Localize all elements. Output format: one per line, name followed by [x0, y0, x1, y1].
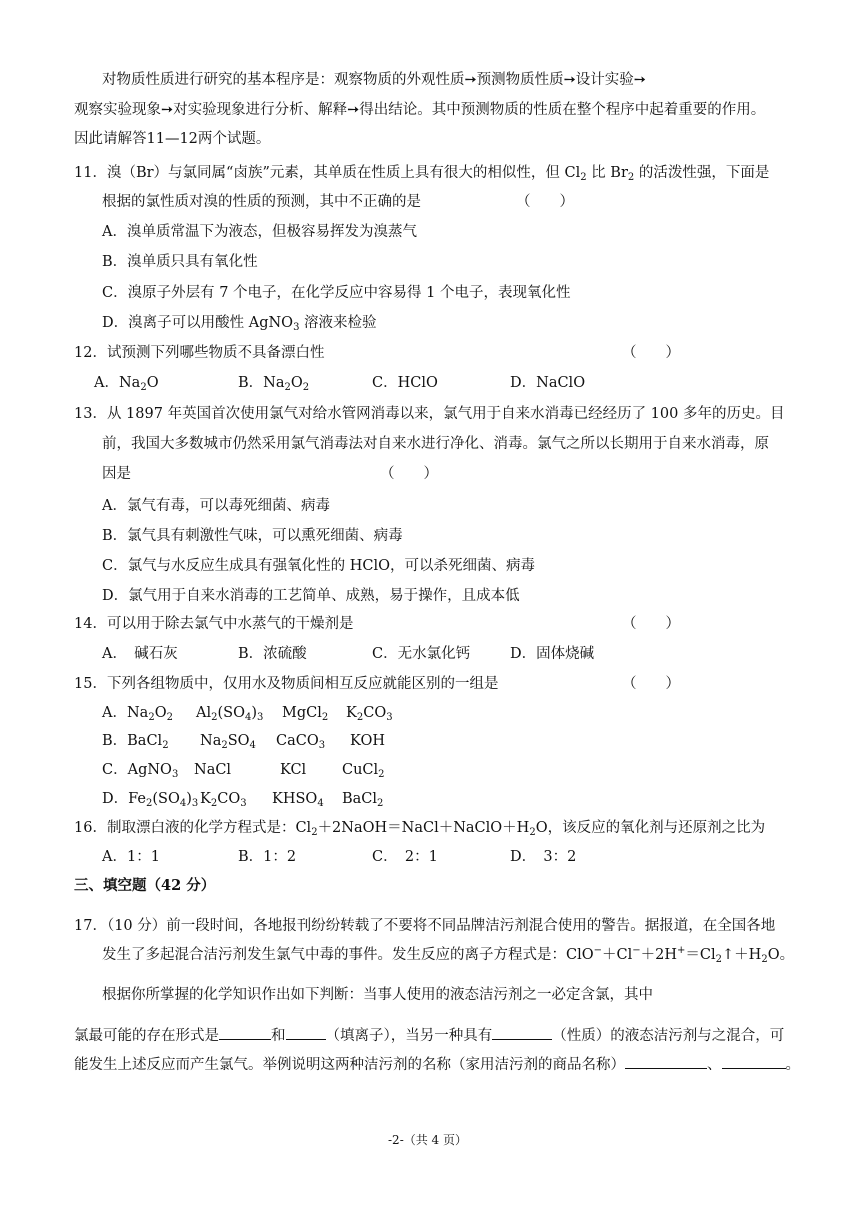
q16-option-d: D． 3：2 — [510, 849, 577, 865]
q11-option-d: D．溴离子可以用酸性 AgNO$_3$ 溶液来检验 — [102, 315, 377, 333]
q15-option-c-3: KCl — [280, 762, 307, 778]
q15-option-a-3: MgCl$_2$ — [282, 705, 329, 723]
q15-option-c: C．AgNO$_3$ — [102, 762, 179, 780]
q15-option-d-2: $K_2CO_3$ — [200, 791, 247, 809]
q14-stem: 14．可以用于除去氯气中水蒸气的干燥剂是 — [74, 616, 354, 632]
q11-stem-line-2: 根据的氯性质对溴的性质的预测，其中不正确的是 — [102, 194, 421, 210]
q15-option-a-2: $Al_2(SO_4)_3$ — [196, 705, 264, 723]
q15-answer-paren: （ ） — [622, 676, 680, 692]
q17-line-2: 发生了多起混合洁污剂发生氯气中毒的事件。发生反应的离子方程式是：$ClO^-+Cl^-+2H^+=Cl_2↑+H_2O$。 — [102, 945, 795, 965]
q15-option-c-4: CuCl$_2$ — [342, 762, 385, 780]
q12-option-c: C．HClO — [372, 375, 438, 391]
q13-stem-line-3: 因是 — [102, 466, 131, 482]
q13-option-c: C．氯气与水反应生成具有强氧化性的 HClO，可以杀死细菌、病毒 — [102, 558, 535, 574]
q12-option-b: B．$Na_2O_2$ — [238, 375, 310, 393]
q12-option-d: D．NaClO — [510, 375, 586, 391]
q15-option-d-4: BaCl$_2$ — [342, 791, 384, 809]
q12-stem: 12．试预测下列哪些物质不具备漂白性 — [74, 345, 325, 361]
q16-option-a: A．1：1 — [102, 849, 160, 865]
q13-stem-line-2: 前，我国大多数城市仍然采用氯气消毒法对自来水进行净化、消毒。氯气之所以长期用于自来水消毒，原 — [102, 436, 769, 452]
q14-option-d: D．固体烧碱 — [510, 646, 595, 662]
q11-stem-line-1: 11．溴（Br）与氯同属“卤族”元素，其单质在性质上具有很大的相似性，但 $Cl_2$ 比 $Br_2$ 的活泼性强，下面是 — [74, 165, 770, 183]
q11-option-b: B．溴单质只具有氧化性 — [102, 254, 258, 270]
q14-answer-paren: （ ） — [622, 616, 680, 632]
q15-option-a: A．$Na_2O_2$ — [102, 705, 173, 723]
blank-cleaner-1[interactable] — [625, 1054, 707, 1069]
q13-option-b: B．氯气具有刺激性气味，可以熏死细菌、病毒 — [102, 528, 403, 544]
intro-line-3: 因此请解答11—12两个试题。 — [74, 131, 271, 147]
q12-answer-paren: （ ） — [622, 345, 680, 361]
section-heading: 三、填空题（42 分） — [74, 877, 216, 894]
intro-line-2: 观察实验现象➙对实验现象进行分析、解释➙得出结论。其中预测物质的性质在整个程序中起着重要的作用。 — [74, 102, 766, 118]
q15-option-a-4: $K_2CO_3$ — [346, 705, 393, 723]
q12-option-a: A．$Na_2O$ — [94, 375, 159, 393]
q15-option-c-2: NaCl — [194, 762, 232, 778]
q11-option-c: C．溴原子外层有 7 个电子，在化学反应中容易得 1 个电子，表现氧化性 — [102, 285, 571, 301]
blank-ion-2[interactable] — [286, 1025, 326, 1040]
q13-option-d: D．氯气用于自来水消毒的工艺简单、成熟，易于操作，且成本低 — [102, 588, 520, 604]
q13-answer-paren: （ ） — [380, 466, 438, 482]
q15-option-b: B．BaCl$_2$ — [102, 733, 169, 751]
q14-option-a: A． 碱石灰 — [102, 646, 178, 662]
q15-option-b-3: CaCO$_3$ — [276, 733, 326, 751]
q15-option-b-2: $Na_2SO_4$ — [200, 733, 256, 751]
q15-stem: 15．下列各组物质中，仅用水及物质间相互反应就能区别的一组是 — [74, 676, 499, 692]
q11-answer-paren: （ ） — [516, 194, 574, 210]
q11-option-a: A．溴单质常温下为液态，但极容易挥发为溴蒸气 — [102, 224, 417, 240]
q17-line-1: 17．（10 分）前一段时间，各地报刊纷纷转载了不要将不同品牌洁污剂混合使用的警告。据报道，在全国各地 — [74, 918, 776, 934]
q14-option-b: B．浓硫酸 — [238, 646, 307, 662]
q16-stem: 16．制取漂白液的化学方程式是：$Cl_2+2NaOH=NaCl+NaClO+H_2O$，该反应的氧化剂与还原剂之比为 — [74, 820, 766, 838]
q15-option-b-4: KOH — [350, 733, 385, 749]
blank-property[interactable] — [492, 1025, 552, 1040]
q15-option-d-3: $KHSO_4$ — [272, 791, 324, 809]
q17-line-4: 氯最可能的存在形式是 和 （填离子），当另一种具有 （性质）的液态洁污剂与之混合，可 — [74, 1025, 784, 1046]
q16-option-c: C． 2：1 — [372, 849, 438, 865]
q14-option-c: C．无水氯化钙 — [372, 646, 471, 662]
q16-option-b: B．1：2 — [238, 849, 297, 865]
intro-line-1: 对物质性质进行研究的基本程序是：观察物质的外观性质➙预测物质性质➙设计实验➙ — [102, 72, 646, 88]
q17-line-5: 能发生上述反应而产生氯气。举例说明这两种洁污剂的名称（家用洁污剂的商品名称） 、 。 — [74, 1054, 800, 1075]
blank-ion-1[interactable] — [219, 1025, 271, 1040]
q17-line-3: 根据你所掌握的化学知识作出如下判断：当事人使用的液态洁污剂之一必定含氯，其中 — [102, 987, 653, 1003]
q13-option-a: A．氯气有毒，可以毒死细菌、病毒 — [102, 498, 330, 514]
q13-stem-line-1: 13．从 1897 年英国首次使用氯气对给水管网消毒以来，氯气用于自来水消毒已经经历了 100 多年的历史。目 — [74, 406, 785, 422]
blank-cleaner-2[interactable] — [722, 1054, 786, 1069]
q15-option-d: D．$Fe_2(SO_4)_3$ — [102, 791, 199, 809]
page-footer: -2-（共 4 页） — [388, 1133, 468, 1147]
